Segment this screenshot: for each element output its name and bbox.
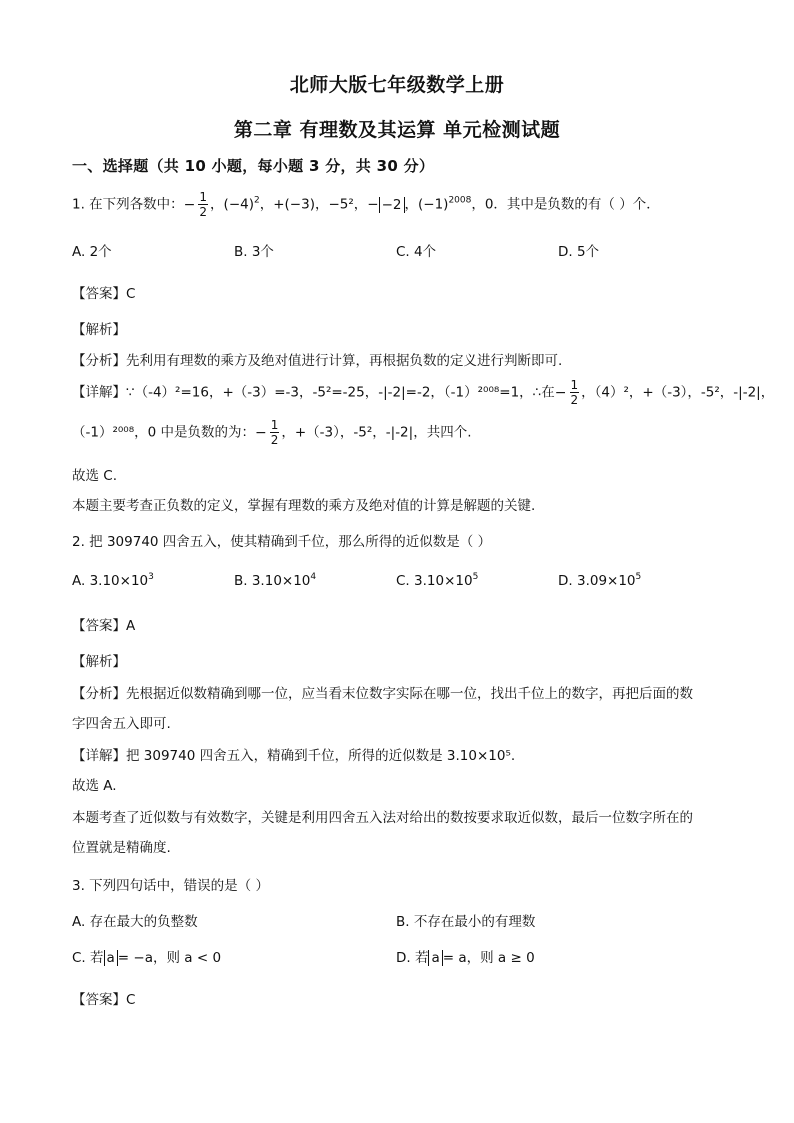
q2-detail: 【详解】把 309740 四舍五入，精确到千位，所得的近似数是 3.10×10⁵. bbox=[72, 748, 516, 764]
q1-choice: 故选 C. bbox=[72, 468, 118, 484]
q2-answer: 【答案】A bbox=[72, 618, 136, 634]
q1-fraction: $\frac{1}{2}$ bbox=[199, 190, 208, 219]
q1-analysis: 【分析】先利用有理数的乘方及绝对值进行计算，再根据负数的定义进行判断即可. bbox=[72, 353, 563, 369]
question-2-stem: 2. 把 309740 四舍五入，使其精确到千位，那么所得的近似数是（ ） bbox=[72, 534, 492, 550]
q2-analysis-line-2: 字四舍五入即可. bbox=[72, 716, 171, 732]
q3-option-d: D. 若 a = a，则 a ≥ 0 bbox=[396, 950, 535, 966]
q1-option-d: D. 5个 bbox=[558, 244, 600, 260]
q1-option-a: A. 2个 bbox=[72, 244, 112, 260]
q1-analysis-heading: 【解析】 bbox=[72, 322, 126, 338]
q1-option-b: B. 3个 bbox=[234, 244, 274, 260]
q2-analysis-line-1: 【分析】先根据近似数精确到哪一位，应当看末位数字实际在哪一位，找出千位上的数字，再把后面的数 bbox=[72, 686, 693, 702]
q2-option-a: A. $3.10\times 10^3$ bbox=[72, 572, 154, 589]
q2-option-b: B. $3.10\times 10^4$ bbox=[234, 572, 317, 589]
document-subtitle: 第二章 有理数及其运算 单元检测试题 bbox=[233, 119, 561, 141]
q2-option-d: D. $3.09\times 10^5$ bbox=[558, 572, 642, 589]
q2-option-c: C. $3.10\times 10^5$ bbox=[396, 572, 479, 589]
q3-option-b: B. 不存在最小的有理数 bbox=[396, 914, 536, 930]
q2-choice: 故选 A. bbox=[72, 778, 117, 794]
q1-option-c: C. 4个 bbox=[396, 244, 437, 260]
q2-analysis-heading: 【解析】 bbox=[72, 654, 126, 670]
q1-detail-line-2: （-1）²⁰⁰⁸，0 中是负数的为：− $\frac{1}{2}$ ，+（-3），-5²，-|-2|，共四个. bbox=[72, 418, 472, 447]
q3-option-a: A. 存在最大的负整数 bbox=[72, 914, 198, 930]
question-3-stem: 3. 下列四句话中，错误的是（ ） bbox=[72, 878, 269, 894]
document-title: 北师大版七年级数学上册 bbox=[289, 74, 505, 96]
q1-summary: 本题主要考查正负数的定义，掌握有理数的乘方及绝对值的计算是解题的关键. bbox=[72, 498, 536, 514]
q2-summary-line-1: 本题考查了近似数与有效数字，关键是利用四舍五入法对给出的数按要求取近似数，最后一位数字所在的 bbox=[72, 810, 693, 826]
q1-lead: 1. 在下列各数中： bbox=[72, 196, 184, 213]
q1-answer: 【答案】C bbox=[72, 286, 136, 302]
q3-option-c: C. 若 a = −a，则 a < 0 bbox=[72, 950, 222, 966]
q2-summary-line-2: 位置就是精确度. bbox=[72, 840, 171, 856]
section-heading: 一、选择题（共 10 小题，每小题 3 分，共 30 分） bbox=[72, 157, 435, 175]
q1-detail-line-1: 【详解】∵（-4）²=16，+（-3）=-3，-5²=-25，-|-2|=-2，（-1）²⁰⁰⁸=1，∴在− $\frac{1}{2}$ ，（4）²，+（-3），-5²，-|-2|， bbox=[72, 378, 775, 407]
q3-answer: 【答案】C bbox=[72, 992, 136, 1008]
question-1-stem: 1. 在下列各数中：− $\frac{1}{2}$ ，$(-4)^2$，+(−3)，−5²，− −2 ，$(-1)^{2008}$，0．其中是负数的有（ ）个． bbox=[72, 190, 660, 219]
